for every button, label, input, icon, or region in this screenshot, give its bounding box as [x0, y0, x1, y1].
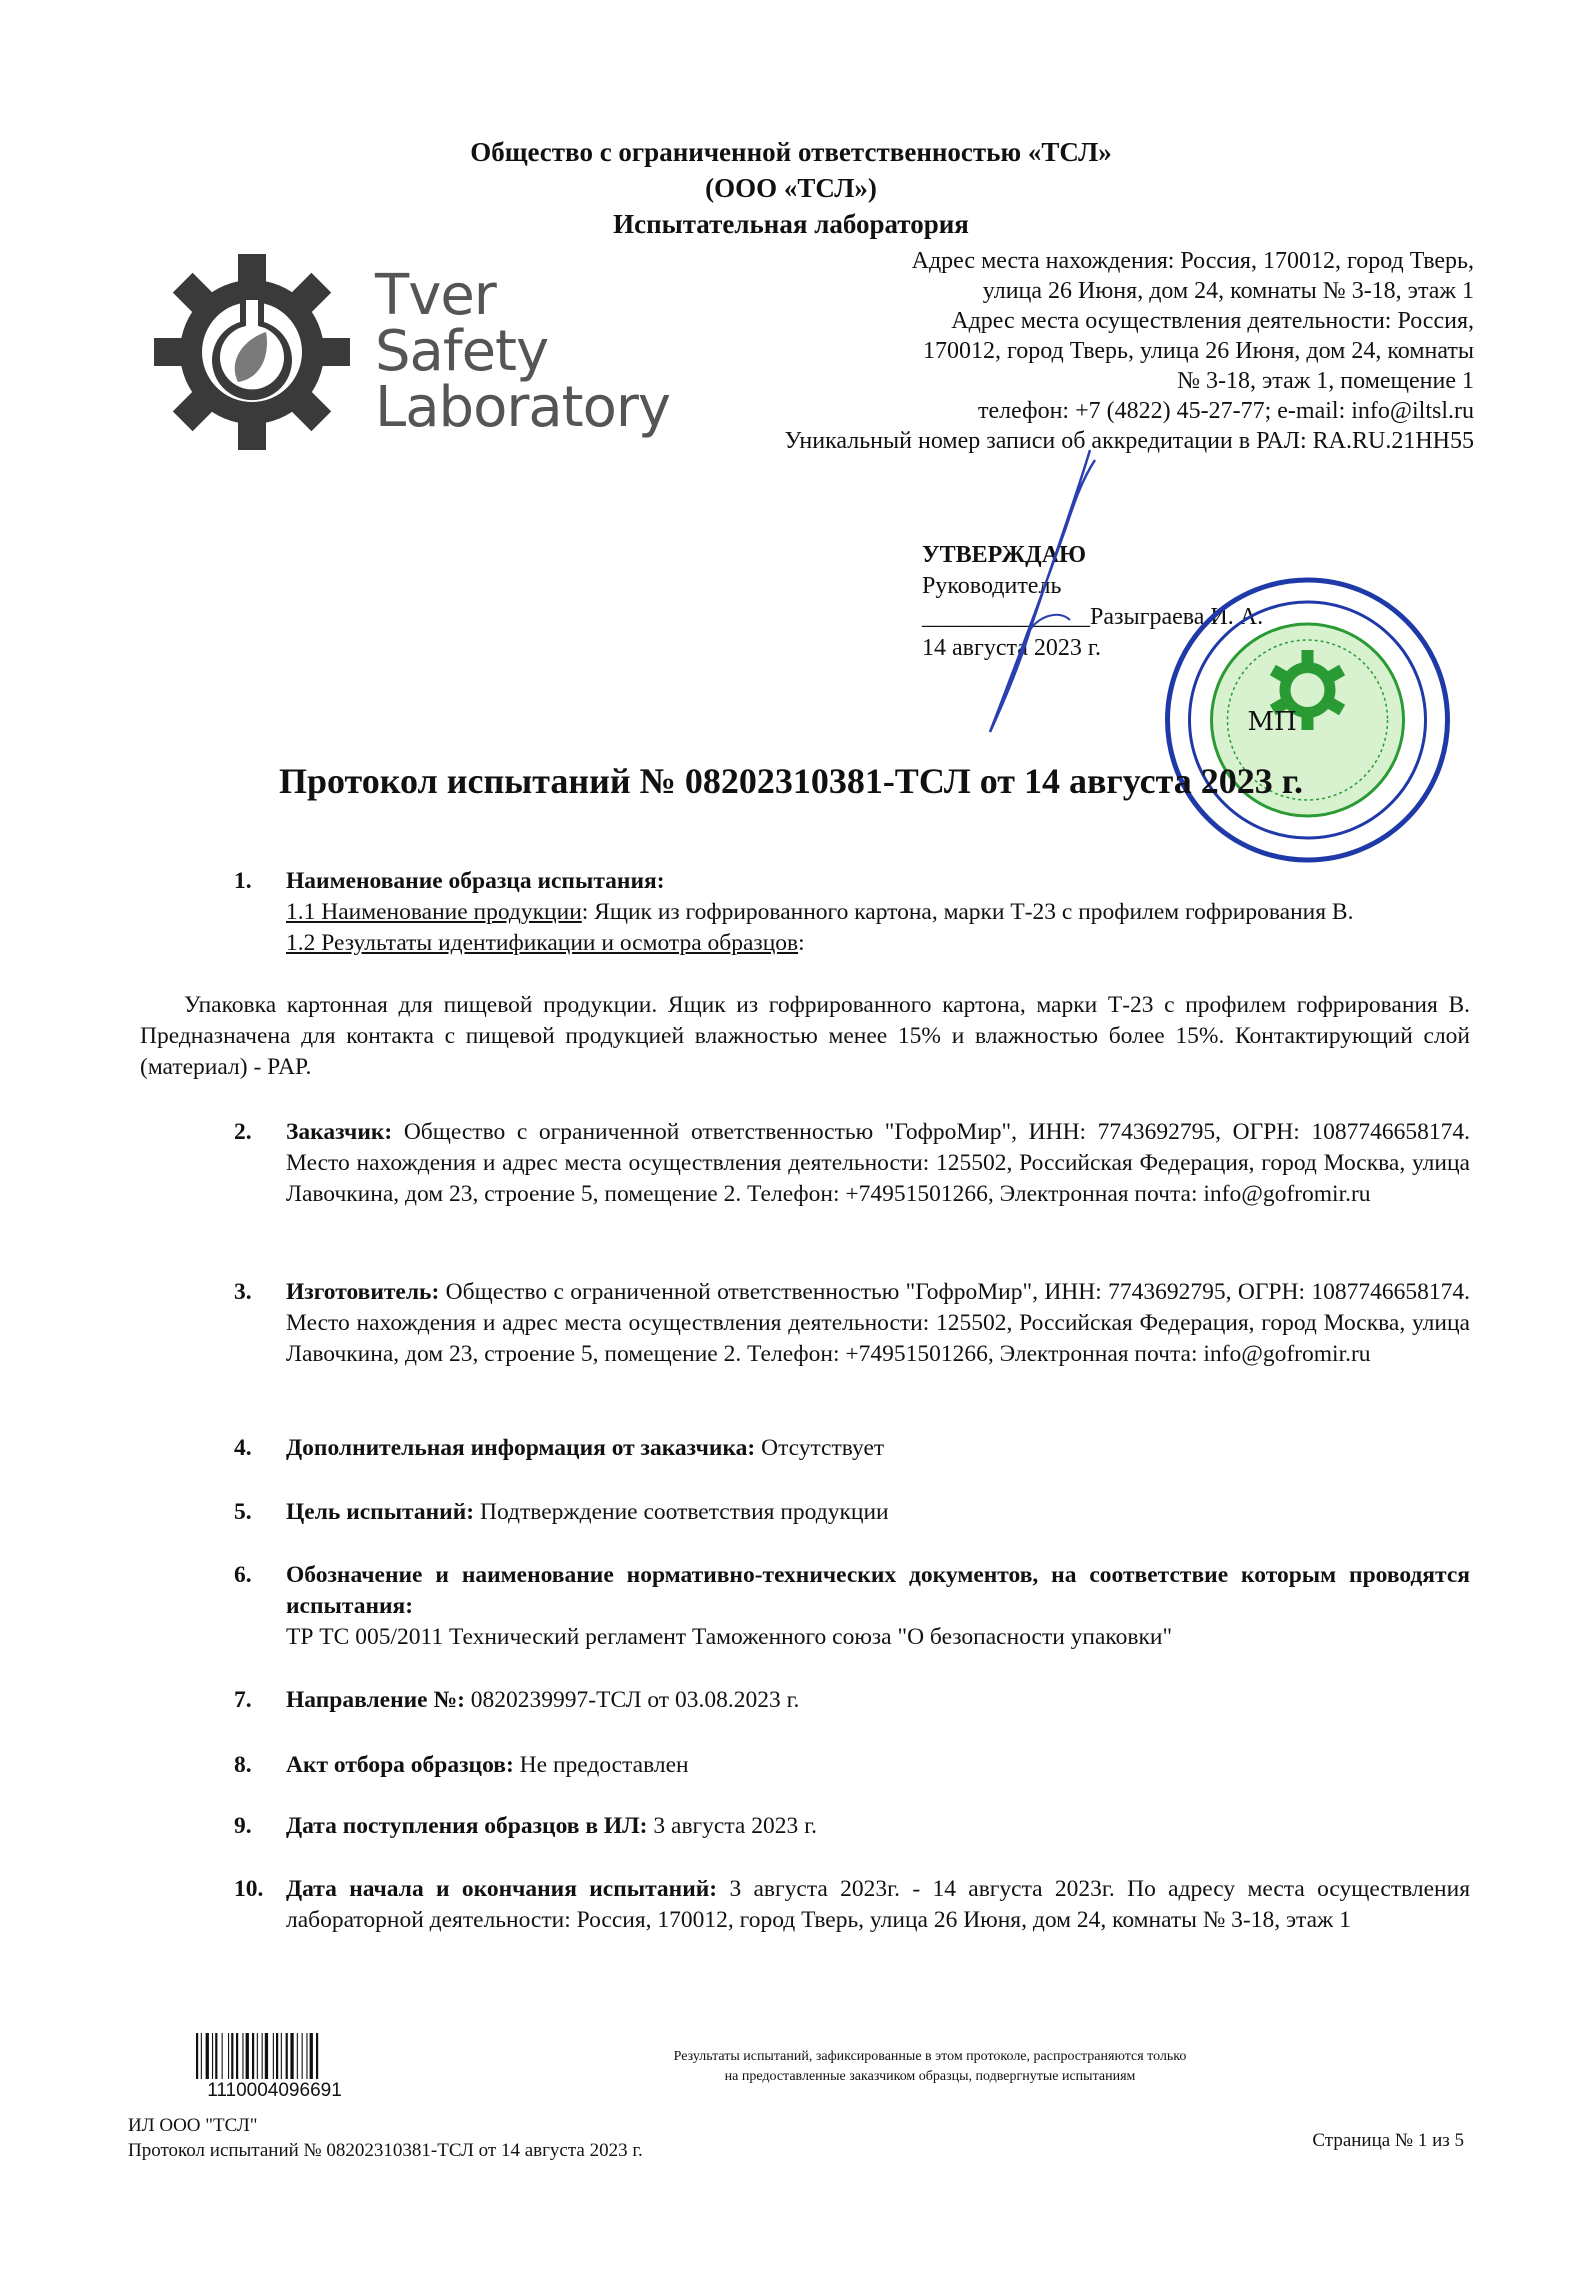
- logo-line-tver: Tver: [375, 263, 496, 328]
- barcode-bar: [316, 2033, 318, 2079]
- section-number: 6.: [234, 1562, 252, 1588]
- barcode-bar: [281, 2033, 282, 2079]
- approval-heading: УТВЕРЖДАЮ: [922, 542, 1087, 568]
- section-text: Общество с ограниченной ответственностью "ГофроМир", ИНН: 7743692795, ОГРН: 1087746658174. Место нахождения и адрес места осуществления деятельности: 125502, Российская Федерация, город Москва, улица Лавочкина, дом 23, строение 5, помещение 2. Телефон: +74951501266, Электронная почта: info@gofromir.ru: [286, 1119, 1470, 1207]
- section-heading: Цель испытаний:: [286, 1499, 475, 1525]
- section-text: Не предоставлен: [513, 1752, 689, 1778]
- section-text: 3 августа 2023г. - 14 августа 2023г. По адресу места осуществления лабораторной деятельности: Россия, 170012, город Тверь, улица 26 Июня, дом 24, комнаты № 3-18, этаж 1: [286, 1876, 1470, 1933]
- logo-line-laboratory: Laboratory: [375, 375, 671, 440]
- barcode-bar: [236, 2033, 238, 2079]
- barcode-bar: [290, 2033, 293, 2079]
- section-heading: Дата начала и окончания испытаний:: [286, 1876, 718, 1902]
- section-text: Отсутствует: [755, 1435, 885, 1461]
- section-content: [286, 1750, 1470, 1781]
- disclaimer-line: Результаты испытаний, зафиксированные в этом протоколе, распространяются только: [673, 2049, 1187, 2064]
- section-heading: Наименование образца испытания:: [286, 868, 665, 894]
- barcode-bar: [276, 2033, 278, 2079]
- barcode-bar: [222, 2033, 223, 2079]
- address-line: № 3-18, этаж 1, помещение 1: [1177, 368, 1474, 394]
- section-text: Подтверждение соответствия продукции: [474, 1499, 889, 1525]
- section-heading: Изготовитель:: [286, 1279, 440, 1305]
- logo-wordmark: [375, 263, 671, 440]
- section-number: 7.: [234, 1687, 252, 1713]
- footer-org: ИЛ ООО "ТСЛ": [128, 2115, 258, 2136]
- approval-signature-line: ______________Разыграева И. А.: [922, 604, 1264, 630]
- section-text: ТР ТС 005/2011 Технический регламент Таможенного союза "О безопасности упаковки": [286, 1624, 1173, 1650]
- section-number: 10.: [234, 1876, 264, 1902]
- barcode-bar: [201, 2033, 202, 2079]
- identification-paragraph-wrap: [140, 990, 1470, 1083]
- barcode-bar: [252, 2033, 254, 2079]
- barcode-bar: [306, 2033, 307, 2079]
- barcode-bar: [196, 2033, 198, 2079]
- section-content: [286, 1560, 1470, 1653]
- section-number: 3.: [234, 1279, 252, 1305]
- barcode-bar: [310, 2033, 313, 2079]
- address-line: улица 26 Июня, дом 24, комнаты № 3-18, этаж 1: [982, 278, 1474, 304]
- barcode-bar: [206, 2033, 209, 2079]
- barcode-bar: [286, 2033, 288, 2079]
- section-content: [286, 1433, 1470, 1464]
- barcode-bar: [246, 2033, 249, 2079]
- section-number: 2.: [234, 1119, 252, 1145]
- section-content: [286, 1685, 1470, 1716]
- organization-header: [0, 134, 1582, 242]
- identification-colon: :: [798, 930, 805, 956]
- section-text: Общество с ограниченной ответственностью "ГофроМир", ИНН: 7743692795, ОГРН: 1087746658174. Место нахождения и адрес места осуществления деятельности: 125502, Российская Федерация, город Москва, улица Лавочкина, дом 23, строение 5, помещение 2. Телефон: +74951501266, Электронная почта: info@gofromir.ru: [286, 1279, 1470, 1367]
- barcode-bar: [265, 2033, 268, 2079]
- section-heading: Направление №:: [286, 1687, 465, 1713]
- section-number: 4.: [234, 1435, 252, 1461]
- contact-line: телефон: +7 (4822) 45-27-77; e-mail: info@iltsl.ru: [977, 398, 1474, 424]
- footer-protocol-ref: Протокол испытаний № 08202310381-ТСЛ от 14 августа 2023 г.: [128, 2140, 643, 2161]
- barcode-bar: [257, 2033, 258, 2079]
- section-number: 5.: [234, 1499, 252, 1525]
- address-line: Адрес места осуществления деятельности: Россия,: [951, 308, 1474, 334]
- barcode-bar: [273, 2033, 274, 2079]
- section-heading: Дата поступления образцов в ИЛ:: [286, 1813, 648, 1839]
- accreditation-line: Уникальный номер записи об аккредитации в РАЛ: RA.RU.21НН55: [784, 428, 1474, 454]
- section-text: 3 августа 2023 г.: [647, 1813, 817, 1839]
- lab-address-block: [754, 246, 1474, 456]
- protocol-title: Протокол испытаний № 08202310381-ТСЛ от 14 августа 2023 г.: [278, 761, 1304, 801]
- address-line: Адрес места нахождения: Россия, 170012, город Тверь,: [911, 248, 1474, 274]
- section-number: 9.: [234, 1813, 252, 1839]
- section-number: 8.: [234, 1752, 252, 1778]
- lab-name: Испытательная лаборатория: [613, 209, 969, 239]
- org-name: Общество с ограниченной ответственностью «ТСЛ»: [470, 137, 1112, 167]
- identification-row: [286, 928, 1470, 959]
- section-heading: Обозначение и наименование нормативно-технических документов, на соответствие которым проводятся испытания:: [286, 1562, 1470, 1619]
- address-line: 170012, город Тверь, улица 26 Июня, дом 24, комнаты: [922, 338, 1474, 364]
- barcode-bar: [228, 2033, 229, 2079]
- section-content: [286, 1497, 1470, 1528]
- barcode-bar: [231, 2033, 233, 2079]
- section-text: 0820239997-ТСЛ от 03.08.2023 г.: [464, 1687, 800, 1713]
- product-name-row: [286, 897, 1470, 928]
- org-short-name: (ООО «ТСЛ»): [705, 173, 877, 203]
- barcode-icon: [196, 2033, 353, 2079]
- logo-line-safety: Safety: [375, 319, 549, 384]
- section-heading: Акт отбора образцов:: [286, 1752, 514, 1778]
- section-heading: Дополнительная информация от заказчика:: [286, 1435, 756, 1461]
- product-name-value: : Ящик из гофрированного картона, марки Т-23 с профилем гофрирования В.: [581, 899, 1354, 925]
- section-content: [286, 1874, 1470, 1936]
- page-number: Страница № 1 из 5: [1312, 2130, 1464, 2151]
- disclaimer-line: на предоставленные заказчиком образцы, подвергнутые испытаниям: [724, 2069, 1136, 2084]
- barcode-bar: [302, 2033, 303, 2079]
- identification-label: 1.2 Результаты идентификации и осмотра образцов: [286, 930, 799, 956]
- barcode-bar: [215, 2033, 217, 2079]
- results-disclaimer: [600, 2047, 1260, 2087]
- barcode-bar: [262, 2033, 263, 2079]
- barcode-number: 1110004096691: [207, 2080, 342, 2101]
- product-name-label: 1.1 Наименование продукции: [286, 899, 582, 925]
- barcode-bar: [212, 2033, 213, 2079]
- approval-role: Руководитель: [922, 573, 1062, 599]
- section-heading: Заказчик:: [286, 1119, 393, 1145]
- approval-date: 14 августа 2023 г.: [922, 635, 1102, 661]
- handwritten-signature-icon: [970, 440, 1120, 740]
- identification-paragraph: Упаковка картонная для пищевой продукции. Ящик из гофрированного картона, марки Т-23 с профилем гофрирования В. Предназначена для контакта с пищевой продукцией влажностью менее 15% и влажностью более 15%. Контактирующий слой (материал) - PAP.: [140, 992, 1470, 1080]
- round-seal-stamp-icon: [1155, 570, 1460, 870]
- section-content: [286, 1277, 1470, 1370]
- stamp-mp-label: МП: [1247, 707, 1297, 737]
- section-content: [286, 1117, 1470, 1210]
- section-content: [286, 1811, 1470, 1842]
- section-number: 1.: [234, 868, 252, 894]
- barcode-bar: [297, 2033, 298, 2079]
- barcode-bar: [242, 2033, 243, 2079]
- section-content: [286, 866, 1470, 959]
- footer-reference: [128, 2113, 643, 2163]
